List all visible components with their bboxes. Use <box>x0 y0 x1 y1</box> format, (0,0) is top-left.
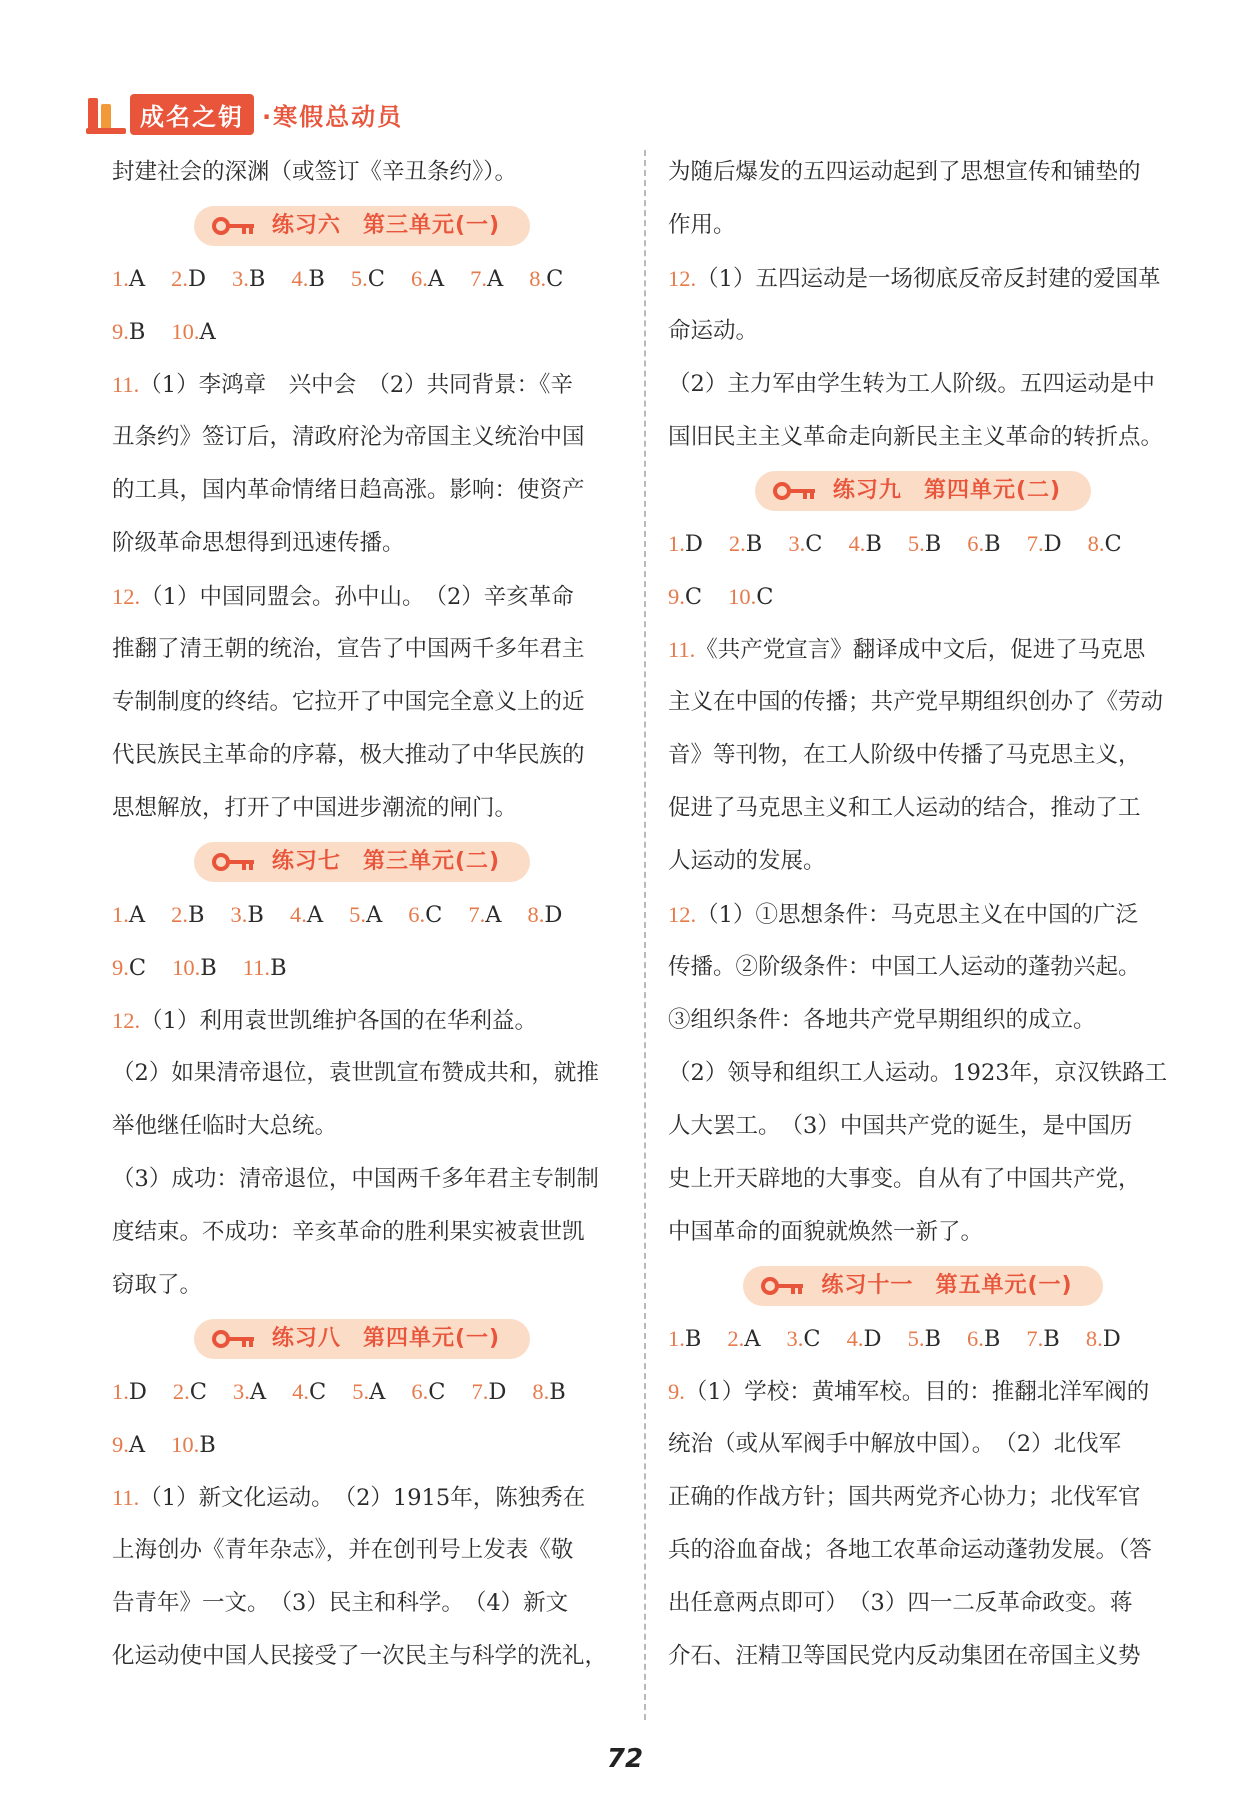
answer-item <box>112 941 146 995</box>
text-line: 人大罢工。 （3）中国共产党的诞生，是中国历 <box>668 1113 1133 1139</box>
answer-item <box>848 517 881 571</box>
text-line: 举他继任临时大总统。 <box>112 1113 338 1139</box>
answer-number: 6. <box>411 1379 429 1404</box>
answer-letter: B <box>199 1432 216 1458</box>
answer-number: 3. <box>232 266 249 291</box>
answer-number: 1. <box>112 266 129 291</box>
answer-number: 2. <box>171 266 188 291</box>
text-line: 阶级革命思想得到迅速传播。 <box>112 530 405 556</box>
answer-item <box>847 1312 882 1366</box>
answer-number: 5. <box>352 1379 370 1404</box>
section-unit: 第四单元(二) <box>923 478 1062 503</box>
answer-number: 10. <box>171 1432 200 1457</box>
answer-line: 12.（1）五四运动是一场彻底反帝反封建的爱国革 <box>668 266 1161 292</box>
answer-row <box>112 1418 612 1471</box>
answer-item <box>1086 1312 1121 1366</box>
text-line: 国旧民主主义革命走向新民主主义革命的转折点。 <box>668 424 1164 450</box>
answer-line: 12.（1）①思想条件：马克思主义在中国的广泛 <box>668 902 1138 928</box>
answer-item <box>112 1365 147 1419</box>
section-title: 练习八 <box>271 1326 341 1351</box>
text-line: 窃取了。 <box>112 1272 203 1298</box>
section-header <box>668 464 1178 517</box>
answer-number: 4. <box>289 902 307 927</box>
answer-letter: C <box>1104 531 1122 557</box>
answer-letter: A <box>427 266 445 292</box>
answer-letter: C <box>309 1379 327 1405</box>
section-unit: 第五单元(一) <box>935 1273 1073 1298</box>
right-column <box>668 146 1178 1683</box>
answer-letter: C <box>803 1326 821 1352</box>
answer-letter: A <box>485 902 502 928</box>
answer-number: 8. <box>1085 1326 1103 1351</box>
answer-item <box>532 1365 565 1419</box>
answer-letter: B <box>270 955 287 981</box>
answer-item <box>233 1365 266 1419</box>
text-line: 封建社会的深渊（或签订《辛丑条约》）。 <box>112 159 518 185</box>
section-pill <box>755 471 1091 511</box>
section-pill <box>194 1319 530 1359</box>
answer-letter: C <box>756 584 774 610</box>
answer-number: 6. <box>967 531 985 556</box>
answer-item <box>470 252 503 306</box>
answer-item <box>727 1312 760 1366</box>
answer-line: 12.（1）利用袁世凯维护各国的在华利益。 <box>112 1008 537 1034</box>
answer-letter: D <box>188 266 207 292</box>
answer-item <box>290 888 323 942</box>
answer-item <box>668 517 703 571</box>
text-line: 音》等刊物，在工人阶级中传播了马克思主义， <box>668 742 1141 768</box>
answer-line: 11.（1）李鸿章 兴中会 （2）共同背景：《辛 <box>112 372 573 398</box>
text-line: 的工具，国内革命情绪日趋高涨。影响：使资产 <box>112 477 585 503</box>
answer-item <box>668 570 702 624</box>
text-line: 传播。②阶级条件：中国工人运动的蓬勃兴起。 <box>668 954 1141 980</box>
text-line: （3）成功：清帝退位，中国两千多年君主专制制 <box>112 1166 599 1192</box>
answer-letter: D <box>488 1379 507 1405</box>
answer-number: 6. <box>410 266 428 291</box>
key-icon <box>773 481 817 501</box>
answer-number: 4. <box>846 1326 864 1351</box>
text-line: 兵的浴血奋战；各地工农革命运动蓬勃发展。（答 <box>668 1537 1152 1563</box>
answer-line: 12.（1）中国同盟会。孙中山。 （2）辛亥革命 <box>112 584 574 610</box>
text-line: 主义在中国的传播；共产党早期组织创办了《劳动 <box>668 689 1164 715</box>
text-line: （2）领导和组织工人运动。1923年，京汉铁路工 <box>668 1060 1168 1086</box>
text-line: 为随后爆发的五四运动起到了思想宣传和铺垫的 <box>668 159 1141 185</box>
answer-letter: B <box>549 1379 566 1405</box>
answer-number: 7. <box>468 902 486 927</box>
text-line: 史上开天辟地的大事变。自从有了中国共产党， <box>668 1166 1141 1192</box>
answer-number: 11. <box>242 955 271 980</box>
answer-number: 1. <box>112 902 129 927</box>
answer-number: 9. <box>112 955 129 980</box>
answer-number: 3. <box>233 1379 250 1404</box>
section-unit: 第三单元(二) <box>362 849 501 874</box>
text-line: 作用。 <box>668 212 736 238</box>
answer-letter: B <box>247 902 264 928</box>
answer-item <box>112 252 145 306</box>
text-line: 命运动。 <box>668 318 759 344</box>
answer-item <box>408 888 442 942</box>
answer-item <box>232 252 265 306</box>
answer-item <box>112 305 145 359</box>
text-line: 正确的作战方针；国共两党齐心协力；北伐军官 <box>668 1484 1141 1510</box>
key-icon <box>212 852 256 872</box>
answer-number: 2. <box>172 1379 190 1404</box>
section-header <box>112 199 612 252</box>
answer-item <box>292 1365 326 1419</box>
answer-number: 6. <box>408 902 426 927</box>
answer-item <box>231 888 264 942</box>
text-line: （2）如果清帝退位，袁世凯宣布赞成共和，就推 <box>112 1060 599 1086</box>
answer-number: 2. <box>171 902 188 927</box>
answer-number: 3. <box>788 531 806 556</box>
answer-letter: C <box>128 955 147 981</box>
answer-item <box>112 888 145 942</box>
answer-row <box>112 1365 612 1418</box>
answer-number: 7. <box>471 1379 489 1404</box>
answer-letter: B <box>865 531 882 557</box>
answer-number: 1. <box>112 1379 129 1404</box>
answer-number: 9. <box>112 319 129 344</box>
answer-number: 4. <box>848 531 866 556</box>
answer-number: 7. <box>1026 1326 1044 1351</box>
question-number: 12. <box>668 902 697 927</box>
text-line: 告青年》一文。 （3）民主和科学。 （4）新文 <box>112 1590 569 1616</box>
section-header <box>112 835 612 888</box>
section-unit: 第四单元(一) <box>362 1326 501 1351</box>
answer-line: 9.（1）学校：黄埔军校。目的：推翻北洋军阀的 <box>668 1379 1150 1405</box>
answer-number: 10. <box>728 584 757 609</box>
column-divider <box>644 150 646 1720</box>
answer-letter: A <box>744 1326 761 1352</box>
answer-number: 10. <box>171 319 200 344</box>
answer-item <box>908 517 941 571</box>
answer-letter: B <box>308 266 325 292</box>
answer-letter: C <box>367 266 385 292</box>
answer-letter: D <box>544 902 563 928</box>
section-unit: 第三单元(一) <box>362 213 501 238</box>
answer-letter: B <box>983 1326 1001 1352</box>
section-pill <box>194 206 530 246</box>
answer-number: 8. <box>529 266 547 291</box>
question-number: 11. <box>112 1485 140 1510</box>
key-icon <box>761 1276 805 1296</box>
page-number: 72 <box>606 1744 644 1774</box>
answer-item <box>967 1312 1000 1366</box>
text-line: 代民族民主革命的序幕，极大推动了中华民族的 <box>112 742 585 768</box>
section-title: 练习六 <box>271 213 341 238</box>
answer-letter: A <box>306 902 324 928</box>
answer-number: 1. <box>668 531 685 556</box>
question-number: 12. <box>112 584 141 609</box>
answer-item <box>908 1312 941 1366</box>
page-header <box>86 92 403 136</box>
answer-number: 7. <box>1026 531 1044 556</box>
section-pill <box>743 1266 1102 1306</box>
section-header <box>112 1312 612 1365</box>
answer-number: 8. <box>1087 531 1105 556</box>
answer-number: 1. <box>668 1326 685 1351</box>
answer-number: 2. <box>728 531 746 556</box>
answer-letter: A <box>128 902 146 928</box>
key-icon <box>212 1329 256 1349</box>
answer-item <box>527 888 562 942</box>
text-line: 丑条约》签订后，清政府沦为帝国主义统治中国 <box>112 424 585 450</box>
answer-number: 5. <box>907 1326 925 1351</box>
text-line: 度结束。不成功：辛亥革命的胜利果实被袁世凯 <box>112 1219 585 1245</box>
answer-letter: D <box>128 1379 147 1405</box>
answer-letter: B <box>924 531 942 557</box>
answer-item <box>411 252 444 306</box>
answer-number: 9. <box>668 584 685 609</box>
answer-row <box>668 570 1178 623</box>
answer-number: 8. <box>532 1379 550 1404</box>
answer-number: 2. <box>727 1326 745 1351</box>
answer-item <box>349 888 382 942</box>
answer-row <box>112 941 612 994</box>
text-line: 介石、汪精卫等国民党内反动集团在帝国主义势 <box>668 1643 1141 1669</box>
answer-letter: A <box>369 1379 386 1405</box>
answer-number: 9. <box>112 1432 129 1457</box>
answer-letter: B <box>248 266 266 292</box>
answer-letter: B <box>924 1326 941 1352</box>
answer-letter: B <box>188 902 205 928</box>
section-title: 练习七 <box>271 849 341 874</box>
question-number: 11. <box>112 372 140 397</box>
answer-item <box>1088 517 1122 571</box>
answer-letter: A <box>128 266 146 292</box>
answer-line: 11.（1）新文化运动。 （2）1915年，陈独秀在 <box>112 1485 586 1511</box>
answer-item <box>1026 1312 1059 1366</box>
answer-item <box>967 517 1000 571</box>
answer-item <box>171 305 215 359</box>
answer-number: 5. <box>349 902 366 927</box>
text-line: 化运动使中国人民接受了一次民主与科学的洗礼， <box>112 1643 608 1669</box>
text-line: 思想解放，打开了中国进步潮流的闸门。 <box>112 795 518 821</box>
key-icon <box>212 216 256 236</box>
answer-number: 6. <box>966 1326 984 1351</box>
text-line: （2）主力军由学生转为工人阶级。五四运动是中 <box>668 371 1155 397</box>
text-line: 推翻了清王朝的统治，宣告了中国两千多年君主 <box>112 636 585 662</box>
answer-letter: A <box>249 1379 267 1405</box>
answer-letter: B <box>200 955 217 981</box>
answer-row <box>668 517 1178 570</box>
answer-item <box>352 1365 385 1419</box>
answer-item <box>1027 517 1062 571</box>
answer-item <box>788 517 822 571</box>
answer-letter: D <box>1102 1326 1121 1352</box>
book-logo-icon <box>86 94 126 134</box>
brand-name: 成名之钥 <box>130 94 254 135</box>
answer-item <box>728 570 773 624</box>
answer-number: 7. <box>470 266 487 291</box>
answer-item <box>112 1418 145 1472</box>
answer-number: 5. <box>350 266 368 291</box>
answer-number: 4. <box>291 266 309 291</box>
answer-letter: D <box>684 531 703 557</box>
section-pill <box>194 842 530 882</box>
section-header <box>668 1259 1178 1312</box>
answer-item <box>243 941 287 995</box>
answer-letter: B <box>684 1326 702 1352</box>
question-number: 9. <box>668 1379 685 1404</box>
answer-letter: A <box>365 902 383 928</box>
answer-line: 11.《共产党宣言》翻译成中文后，促进了马克思 <box>668 637 1146 663</box>
answer-row <box>112 888 612 941</box>
answer-letter: D <box>1043 531 1062 557</box>
answer-letter: C <box>805 531 823 557</box>
answer-letter: A <box>128 1432 146 1458</box>
answer-number: 5. <box>907 531 925 556</box>
answer-item <box>787 1312 821 1366</box>
answer-item <box>171 252 206 306</box>
answer-item <box>411 1365 445 1419</box>
text-line: 中国革命的面貌就焕然一新了。 <box>668 1219 984 1245</box>
answer-number: 10. <box>172 955 201 980</box>
answer-letter: C <box>428 1379 446 1405</box>
answer-item <box>171 888 204 942</box>
section-title: 练习九 <box>832 478 902 503</box>
answer-letter: C <box>684 584 703 610</box>
answer-item <box>471 1365 506 1419</box>
answer-letter: B <box>1043 1326 1060 1352</box>
text-line: 人运动的发展。 <box>668 848 826 874</box>
answer-letter: B <box>128 319 146 345</box>
text-line: 专制制度的终结。它拉开了中国完全意义上的近 <box>112 689 585 715</box>
answer-row <box>112 252 612 305</box>
text-line: ③组织条件：各地共产党早期组织的成立。 <box>668 1007 1096 1033</box>
answer-row <box>668 1312 1178 1365</box>
text-line: 促进了马克思主义和工人运动的结合，推动了工 <box>668 795 1141 821</box>
left-column <box>112 146 612 1683</box>
answer-item <box>291 252 324 306</box>
brand-subtitle: ·寒假总动员 <box>262 102 404 131</box>
question-number: 12. <box>668 266 697 291</box>
answer-item <box>172 941 217 995</box>
answer-number: 8. <box>527 902 545 927</box>
answer-letter: C <box>425 902 443 928</box>
question-number: 11. <box>668 637 696 662</box>
answer-letter: B <box>745 531 763 557</box>
answer-item <box>668 1312 701 1366</box>
text-line: 出任意两点即可） （3）四一二反革命政变。蒋 <box>668 1590 1133 1616</box>
text-line: 上海创办《青年杂志》，并在创刊号上发表《敬 <box>112 1537 574 1563</box>
answer-letter: D <box>863 1326 882 1352</box>
text-line: 统治（或从军阀手中解放中国）。 （2）北伐军 <box>668 1431 1122 1457</box>
answer-letter: A <box>199 319 216 345</box>
question-number: 12. <box>112 1008 141 1033</box>
answer-letter: A <box>486 266 504 292</box>
answer-row <box>112 305 612 358</box>
answer-item <box>729 517 762 571</box>
section-title: 练习十一 <box>821 1273 914 1298</box>
answer-item <box>351 252 385 306</box>
answer-number: 3. <box>786 1326 804 1351</box>
answer-item <box>173 1365 207 1419</box>
answer-number: 3. <box>230 902 248 927</box>
answer-item <box>171 1418 216 1472</box>
answer-letter: C <box>546 266 564 292</box>
answer-item <box>468 888 501 942</box>
answer-letter: B <box>984 531 1001 557</box>
answer-item <box>529 252 563 306</box>
answer-letter: C <box>189 1379 208 1405</box>
answer-number: 4. <box>292 1379 310 1404</box>
